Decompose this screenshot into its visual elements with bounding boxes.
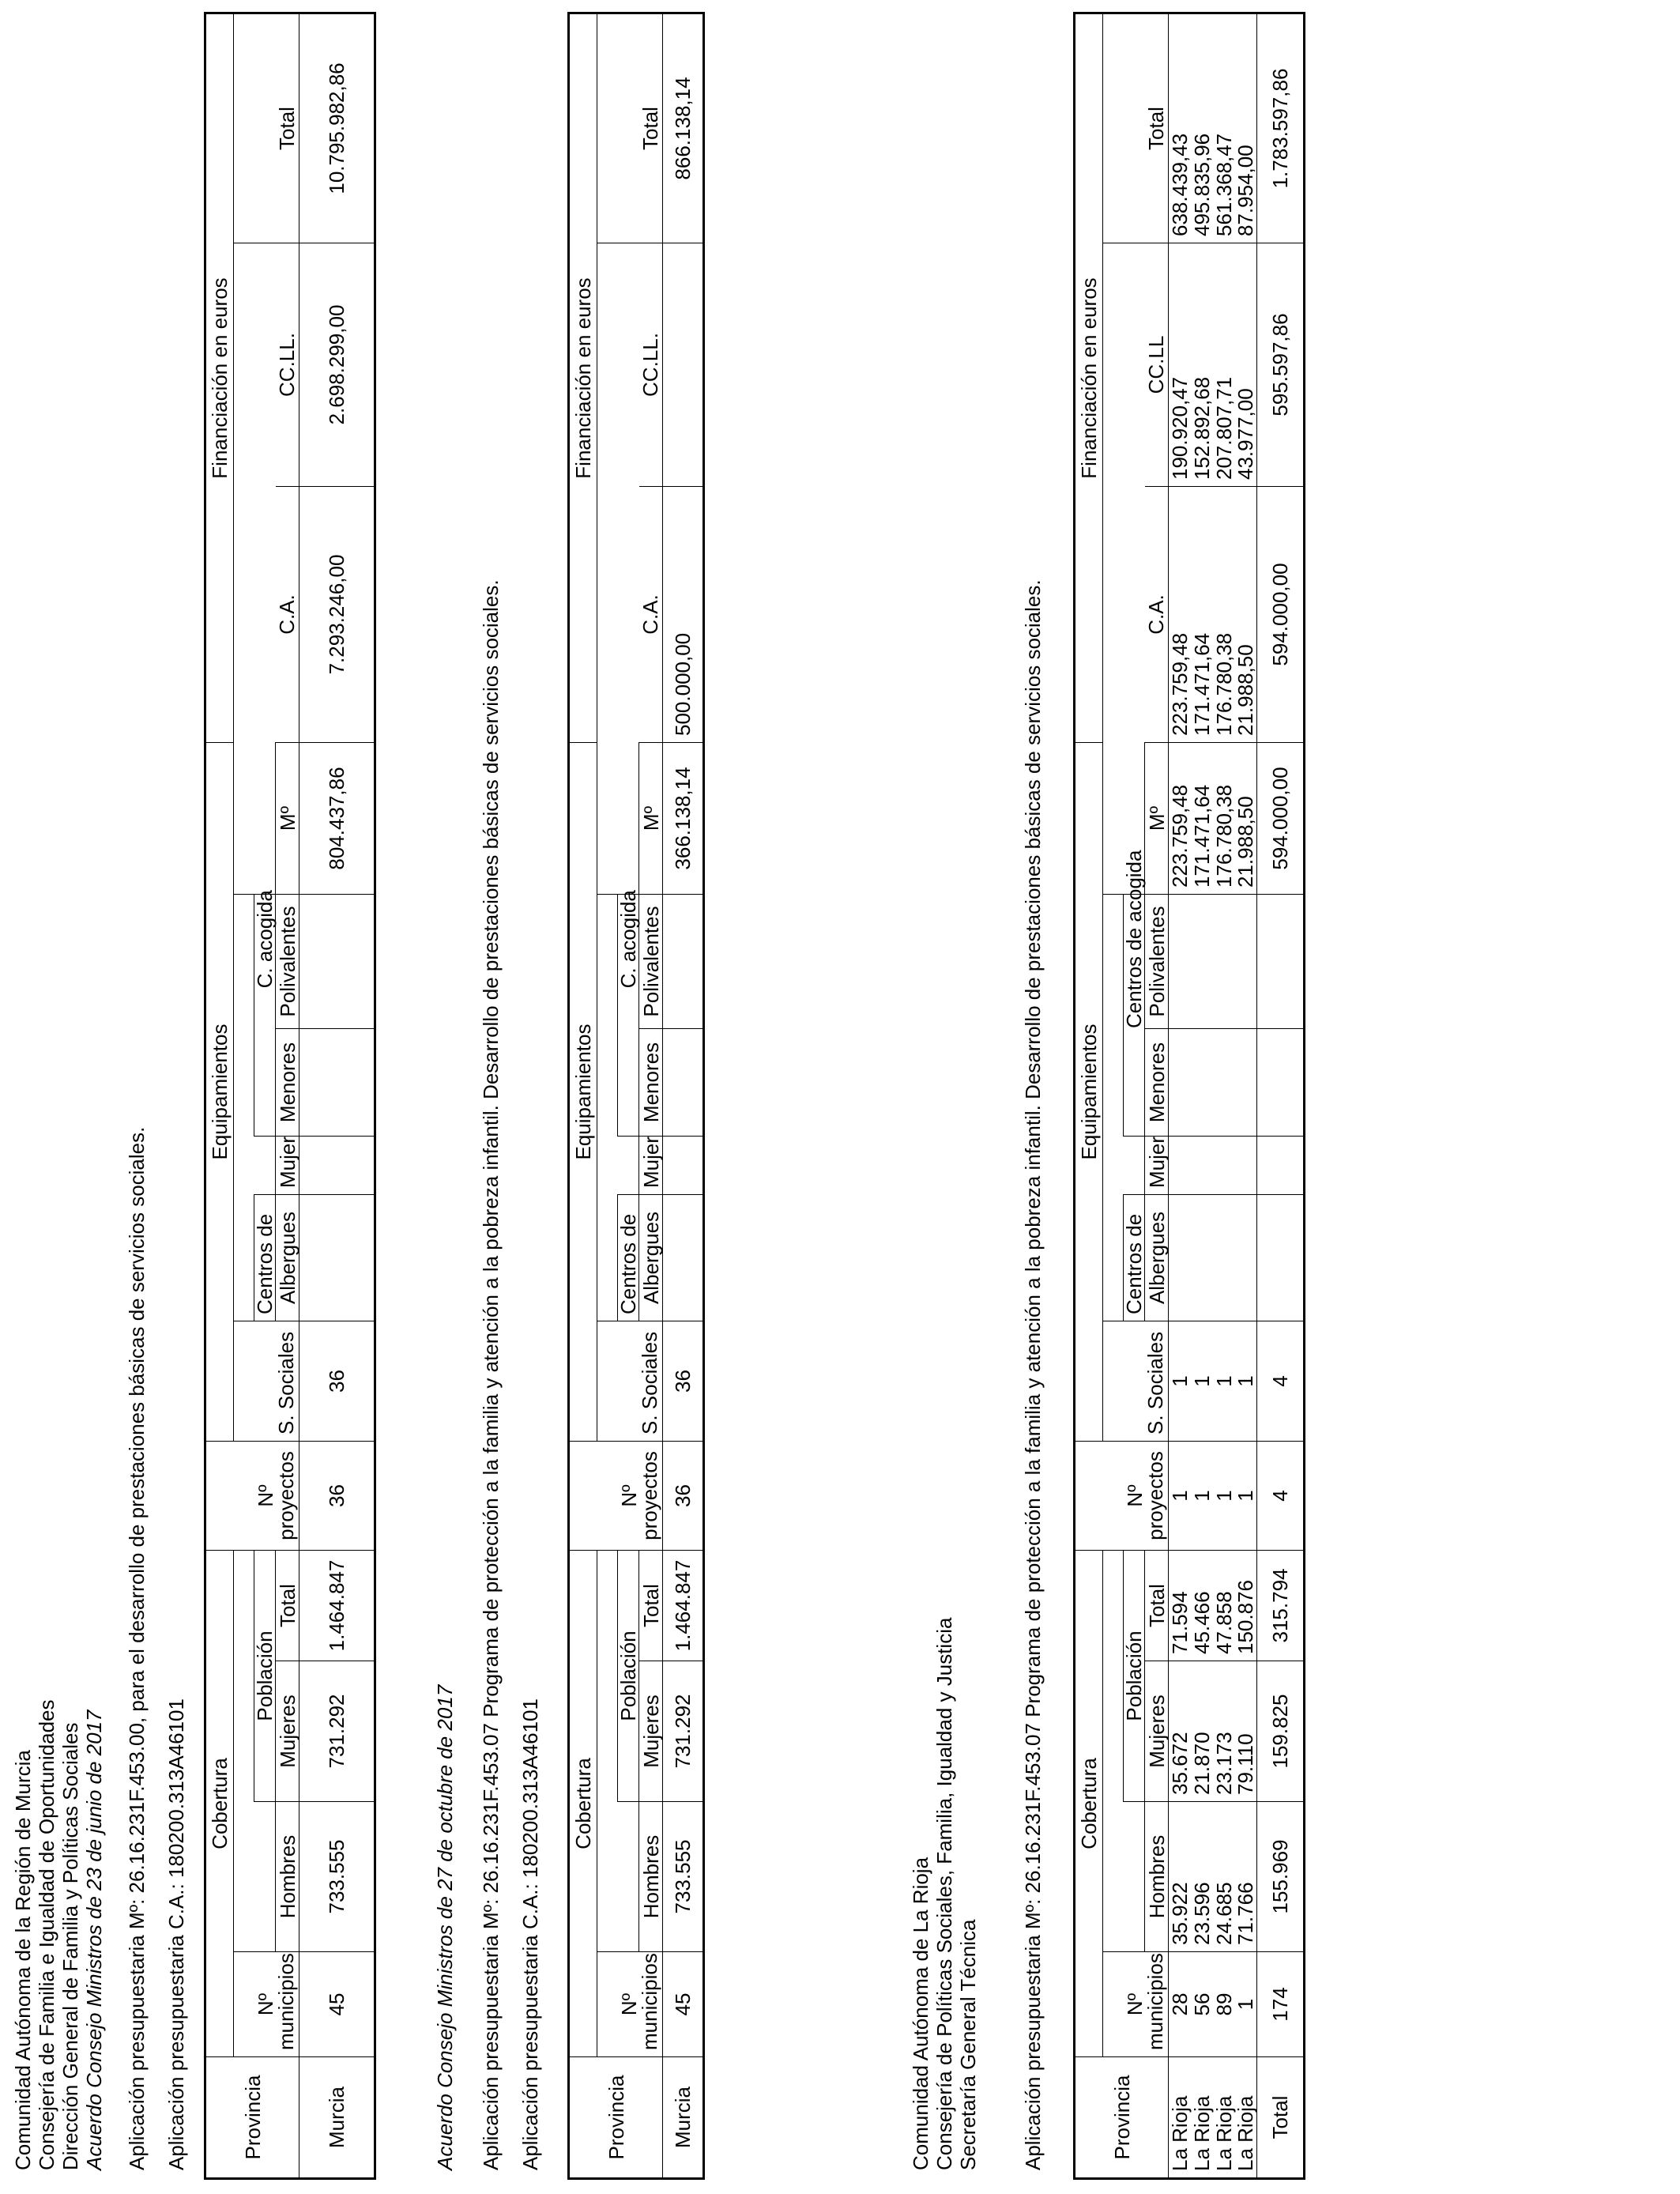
- agreement-line: Acuerdo Consejo Ministros de 27 de octubre de 2017: [433, 1684, 457, 2170]
- cell-ca: 171.471,64: [1191, 487, 1213, 743]
- col-provincia: Provincia: [569, 2057, 663, 2179]
- cell-albergues: [299, 1195, 375, 1321]
- col-no-proyectos-a: Nº: [205, 1442, 276, 1551]
- col-ccll: CC.LL.: [639, 243, 663, 487]
- cell-polivalentes: [299, 895, 375, 1029]
- table-row: [1191, 13, 1213, 2179]
- col-mo: Mº: [639, 743, 663, 895]
- cell-empty: [1213, 1137, 1235, 1195]
- col-mujer: Mujer: [1145, 1137, 1169, 1195]
- cell-hombres: 35.922: [1169, 1802, 1191, 1952]
- cell-provincia: La Rioja: [1191, 2057, 1213, 2179]
- cell-menores: [299, 1029, 375, 1137]
- col-ccll: CC.LL: [1145, 243, 1169, 487]
- cell-provincia: La Rioja: [1235, 2057, 1257, 2179]
- cell-empty: [1169, 895, 1191, 1029]
- cell-total-poblacion: 1.464.847: [299, 1551, 375, 1661]
- col-cobertura: Cobertura: [205, 1551, 234, 2057]
- spacer: [234, 1551, 254, 1952]
- cell-municipios: 89: [1213, 1952, 1235, 2057]
- header-line: Dirección General de Familia y Políticas Sociales: [58, 1722, 82, 2170]
- cell-empty: [1235, 895, 1257, 1029]
- cell-mujeres: 35.672: [1169, 1661, 1191, 1802]
- cell-proyectos: 4: [1257, 1442, 1305, 1551]
- col-ca: C.A.: [639, 487, 663, 743]
- cell-polivalentes: [663, 895, 704, 1029]
- col-cobertura: Cobertura: [569, 1551, 597, 2057]
- cell-municipios: 56: [1191, 1952, 1213, 2057]
- cell-proyectos: 36: [663, 1442, 704, 1551]
- cell-ca: 21.988,50: [1235, 487, 1257, 743]
- cell-empty: [1257, 1029, 1305, 1137]
- spacer: [1124, 1137, 1145, 1195]
- cell-empty: [1169, 1195, 1191, 1321]
- col-c-acogida: C. acogida: [618, 743, 639, 1137]
- col-menores: Menores: [276, 1029, 299, 1137]
- cell-proyectos: 1: [1213, 1442, 1235, 1551]
- cell-mujer: [663, 1137, 704, 1195]
- cell-empty: [1235, 1137, 1257, 1195]
- col-total-poblacion: Total: [276, 1551, 299, 1661]
- cell-mujeres: 159.825: [1257, 1661, 1305, 1802]
- col-no-proyectos-b: proyectos: [1145, 1442, 1169, 1551]
- cell-municipios: 174: [1257, 1952, 1305, 2057]
- cell-mo: 171.471,64: [1191, 743, 1213, 895]
- spacer: [597, 1321, 639, 1442]
- col-menores: Menores: [1145, 1029, 1169, 1137]
- cell-mujeres: 731.292: [299, 1661, 375, 1802]
- col-ccll: CC.LL.: [276, 243, 299, 487]
- cell-mo: 223.759,48: [1169, 743, 1191, 895]
- col-no-municipios-b: municipios: [276, 1952, 299, 2057]
- spacer: [618, 1802, 639, 1952]
- cell-empty: [1213, 1195, 1235, 1321]
- spacer: [254, 1137, 276, 1195]
- cell-centros-ss: 4: [1257, 1321, 1305, 1442]
- rioja-header: [909, 21, 980, 2170]
- cell-provincia: Murcia: [663, 2057, 704, 2179]
- cell-proyectos: 36: [299, 1442, 375, 1551]
- budget-line-mo: Aplicación presupuestaria Mº: 26.16.231F.453.00, para el desarrollo de prestaciones básicas de servicios sociales.: [125, 1126, 149, 2170]
- cell-mujeres: 23.173: [1213, 1661, 1235, 1802]
- cell-provincia: Murcia: [299, 2057, 375, 2179]
- cell-ccll: 152.892,68: [1191, 243, 1213, 487]
- col-mo: Mº: [276, 743, 299, 895]
- col-financiacion: Financiación en euros: [569, 13, 597, 743]
- header-line: Consejería de Familia e Igualdad de Oportunidades: [35, 1699, 58, 2170]
- cell-proyectos: 1: [1191, 1442, 1213, 1551]
- murcia-table-october: [567, 12, 705, 2180]
- cell-empty: [1191, 895, 1213, 1029]
- cell-proyectos: 1: [1235, 1442, 1257, 1551]
- cell-mo: 804.437,86: [299, 743, 375, 895]
- cell-empty: [1213, 895, 1235, 1029]
- cell-mo: 594.000,00: [1257, 743, 1305, 895]
- cell-municipios: 45: [663, 1952, 704, 2057]
- cell-hombres: 733.555: [299, 1802, 375, 1952]
- col-polivalentes: Polivalentes: [639, 895, 663, 1029]
- spacer: [234, 1321, 276, 1442]
- col-hombres: Hombres: [1145, 1802, 1169, 1952]
- col-no-municipios-b: municipios: [1145, 1952, 1169, 2057]
- spacer: [234, 895, 254, 1321]
- cell-empty: [1235, 1195, 1257, 1321]
- cell-mujeres: 79.110: [1235, 1661, 1257, 1802]
- col-centros-ss-a: Centros de: [254, 1195, 276, 1321]
- col-menores: Menores: [639, 1029, 663, 1137]
- col-no-municipios-a: Nº: [597, 1952, 639, 2057]
- col-no-municipios-b: municipios: [639, 1952, 663, 2057]
- cell-empty: [1257, 1195, 1305, 1321]
- col-ca: C.A.: [276, 487, 299, 743]
- cell-ccll: 207.807,71: [1213, 243, 1235, 487]
- col-polivalentes: Polivalentes: [276, 895, 299, 1029]
- cell-ccll: 2.698.299,00: [299, 243, 375, 487]
- col-centros-ss-a: Centros de: [1124, 1195, 1145, 1321]
- spacer: [1103, 1321, 1145, 1442]
- cell-total: 866.138,14: [663, 13, 704, 243]
- cell-total-pob: 150.876: [1235, 1551, 1257, 1661]
- col-albergues: Albergues: [1145, 1195, 1169, 1321]
- spacer: [597, 1551, 618, 1952]
- cell-menores: [663, 1029, 704, 1137]
- cell-empty: [1191, 1137, 1213, 1195]
- cell-empty: [1191, 1029, 1213, 1137]
- cell-empty: [1213, 1029, 1235, 1137]
- cell-provincia: La Rioja: [1213, 2057, 1235, 2179]
- budget-line-ca: Aplicación presupuestaria C.A.: 180200.313A46101: [164, 1698, 188, 2170]
- col-poblacion: Población: [1124, 1551, 1145, 1802]
- cell-ca: 7.293.246,00: [299, 487, 375, 743]
- cell-albergues: [663, 1195, 704, 1321]
- col-albergues: Albergues: [639, 1195, 663, 1321]
- col-no-proyectos-a: Nº: [1075, 1442, 1145, 1551]
- cell-centros-ss: 1: [1235, 1321, 1257, 1442]
- col-mujeres: Mujeres: [276, 1661, 299, 1802]
- col-total: Total: [1145, 13, 1169, 243]
- col-poblacion: Población: [254, 1551, 276, 1802]
- cell-provincia: Total: [1257, 2057, 1305, 2179]
- spacer: [254, 1802, 276, 1952]
- cell-hombres: 733.555: [663, 1802, 704, 1952]
- col-no-municipios-a: Nº: [1103, 1952, 1145, 2057]
- spacer: [597, 895, 618, 1321]
- table-row: [663, 13, 704, 2179]
- rioja-table: [1073, 12, 1305, 2180]
- agreement-line: Acuerdo Consejo Ministros de 23 de junio de 2017: [82, 1710, 106, 2170]
- cell-centros-ss: 1: [1213, 1321, 1235, 1442]
- col-total-poblacion: Total: [1145, 1551, 1169, 1661]
- header-line: Comunidad Autónoma de La Rioja: [909, 1857, 932, 2170]
- cell-ca: 176.780,38: [1213, 487, 1235, 743]
- cell-mo: 176.780,38: [1213, 743, 1235, 895]
- cell-municipios: 45: [299, 1952, 375, 2057]
- col-cobertura: Cobertura: [1075, 1551, 1103, 2057]
- cell-provincia: La Rioja: [1169, 2057, 1191, 2179]
- spacer: [1103, 895, 1124, 1321]
- cell-centros-ss: 36: [663, 1321, 704, 1442]
- cell-total-pob: 71.594: [1169, 1551, 1191, 1661]
- murcia-table-june: [204, 12, 376, 2180]
- cell-empty: [1191, 1195, 1213, 1321]
- cell-total: 87.954,00: [1235, 13, 1257, 243]
- table-row: [299, 13, 375, 2179]
- col-total: Total: [639, 13, 663, 243]
- col-c-acogida: C. acogida: [254, 743, 276, 1137]
- cell-empty: [1257, 895, 1305, 1029]
- col-provincia: Provincia: [1075, 2057, 1169, 2179]
- cell-total: 1.783.597,86: [1257, 13, 1305, 243]
- header-line: Secretaría General Técnica: [956, 1919, 980, 2170]
- cell-mo: 21.988,50: [1235, 743, 1257, 895]
- cell-mujeres: 21.870: [1191, 1661, 1213, 1802]
- col-centros-ss-a: Centros de: [618, 1195, 639, 1321]
- cell-total-pob: 315.794: [1257, 1551, 1305, 1661]
- cell-empty: [1235, 1029, 1257, 1137]
- cell-municipios: 28: [1169, 1952, 1191, 2057]
- header-line: Comunidad Autónoma de la Región de Murcia: [11, 1750, 35, 2170]
- col-mujer: Mujer: [276, 1137, 299, 1195]
- cell-ccll: 595.597,86: [1257, 243, 1305, 487]
- col-centros-ss-b: S. Sociales: [639, 1321, 663, 1442]
- col-mujer: Mujer: [639, 1137, 663, 1195]
- cell-ca: 594.000,00: [1257, 487, 1305, 743]
- col-centros-ss-b: S. Sociales: [1145, 1321, 1169, 1442]
- cell-empty: [1257, 1137, 1305, 1195]
- cell-total-pob: 47.858: [1213, 1551, 1235, 1661]
- col-no-proyectos-a: Nº: [569, 1442, 639, 1551]
- col-hombres: Hombres: [276, 1802, 299, 1952]
- col-mujeres: Mujeres: [639, 1661, 663, 1802]
- col-no-municipios-a: Nº: [234, 1952, 276, 2057]
- cell-empty: [1169, 1137, 1191, 1195]
- cell-mujeres: 731.292: [663, 1661, 704, 1802]
- col-centros-acogida: Centros de acogida: [1124, 743, 1145, 1137]
- table-row: [1235, 13, 1257, 2179]
- table-row: [1169, 13, 1191, 2179]
- col-poblacion: Población: [618, 1551, 639, 1802]
- cell-hombres: 71.766: [1235, 1802, 1257, 1952]
- cell-municipios: 1: [1235, 1952, 1257, 2057]
- col-mujeres: Mujeres: [1145, 1661, 1169, 1802]
- cell-proyectos: 1: [1169, 1442, 1191, 1551]
- cell-total: 638.439,43: [1169, 13, 1191, 243]
- col-hombres: Hombres: [639, 1802, 663, 1952]
- cell-centros-ss: 1: [1169, 1321, 1191, 1442]
- col-no-proyectos-b: proyectos: [639, 1442, 663, 1551]
- cell-centros-ss: 1: [1191, 1321, 1213, 1442]
- cell-empty: [1169, 1029, 1191, 1137]
- header-line: Consejería de Políticas Sociales, Familia, Igualdad y Justicia: [932, 1617, 956, 2170]
- col-equipamientos: Equipamientos: [569, 743, 597, 1442]
- col-no-proyectos-b: proyectos: [276, 1442, 299, 1551]
- budget-line-mo: Aplicación presupuestaria Mº: 26.16.231F.453.07 Programa de protección a la familia y atención a la pobreza infantil. Desarrollo de prestaciones básicas de servicios sociales.: [479, 579, 503, 2170]
- col-equipamientos: Equipamientos: [1075, 743, 1103, 1442]
- spacer: [618, 1137, 639, 1195]
- cell-total-poblacion: 1.464.847: [663, 1551, 704, 1661]
- cell-centros-ss: 36: [299, 1321, 375, 1442]
- total-row: [1257, 13, 1305, 2179]
- col-ca: C.A.: [1145, 487, 1169, 743]
- col-polivalentes: Polivalentes: [1145, 895, 1169, 1029]
- col-provincia: Provincia: [205, 2057, 299, 2179]
- spacer: [1103, 1551, 1124, 1952]
- cell-total: 495.835,96: [1191, 13, 1213, 243]
- col-financiacion: Financiación en euros: [205, 13, 234, 743]
- cell-ccll: 43.977,00: [1235, 243, 1257, 487]
- cell-mujer: [299, 1137, 375, 1195]
- col-mo: Mº: [1145, 743, 1169, 895]
- budget-line-ca: Aplicación presupuestaria C.A.: 180200.313A46101: [518, 1698, 542, 2170]
- col-total-poblacion: Total: [639, 1551, 663, 1661]
- col-centros-ss-b: S. Sociales: [276, 1321, 299, 1442]
- budget-line-mo: Aplicación presupuestaria Mº: 26.16.231F.453.07 Programa de protección a la familia y atención a la pobreza infantil. Desarrollo de prestaciones básicas de servicios sociales.: [1021, 579, 1045, 2170]
- cell-ccll: [663, 243, 704, 487]
- col-equipamientos: Equipamientos: [205, 743, 234, 1442]
- col-total: Total: [276, 13, 299, 243]
- cell-total-pob: 45.466: [1191, 1551, 1213, 1661]
- cell-ca: 500.000,00: [663, 487, 704, 743]
- spacer: [1124, 1802, 1145, 1952]
- table-row: [1213, 13, 1235, 2179]
- col-albergues: Albergues: [276, 1195, 299, 1321]
- cell-ca: 223.759,48: [1169, 487, 1191, 743]
- cell-total: 10.795.982,86: [299, 13, 375, 243]
- cell-hombres: 155.969: [1257, 1802, 1305, 1952]
- cell-mo: 366.138,14: [663, 743, 704, 895]
- col-financiacion: Financiación en euros: [1075, 13, 1103, 743]
- cell-hombres: 23.596: [1191, 1802, 1213, 1952]
- cell-total: 561.368,47: [1213, 13, 1235, 243]
- murcia-header: [11, 21, 106, 2170]
- cell-hombres: 24.685: [1213, 1802, 1235, 1952]
- cell-ccll: 190.920,47: [1169, 243, 1191, 487]
